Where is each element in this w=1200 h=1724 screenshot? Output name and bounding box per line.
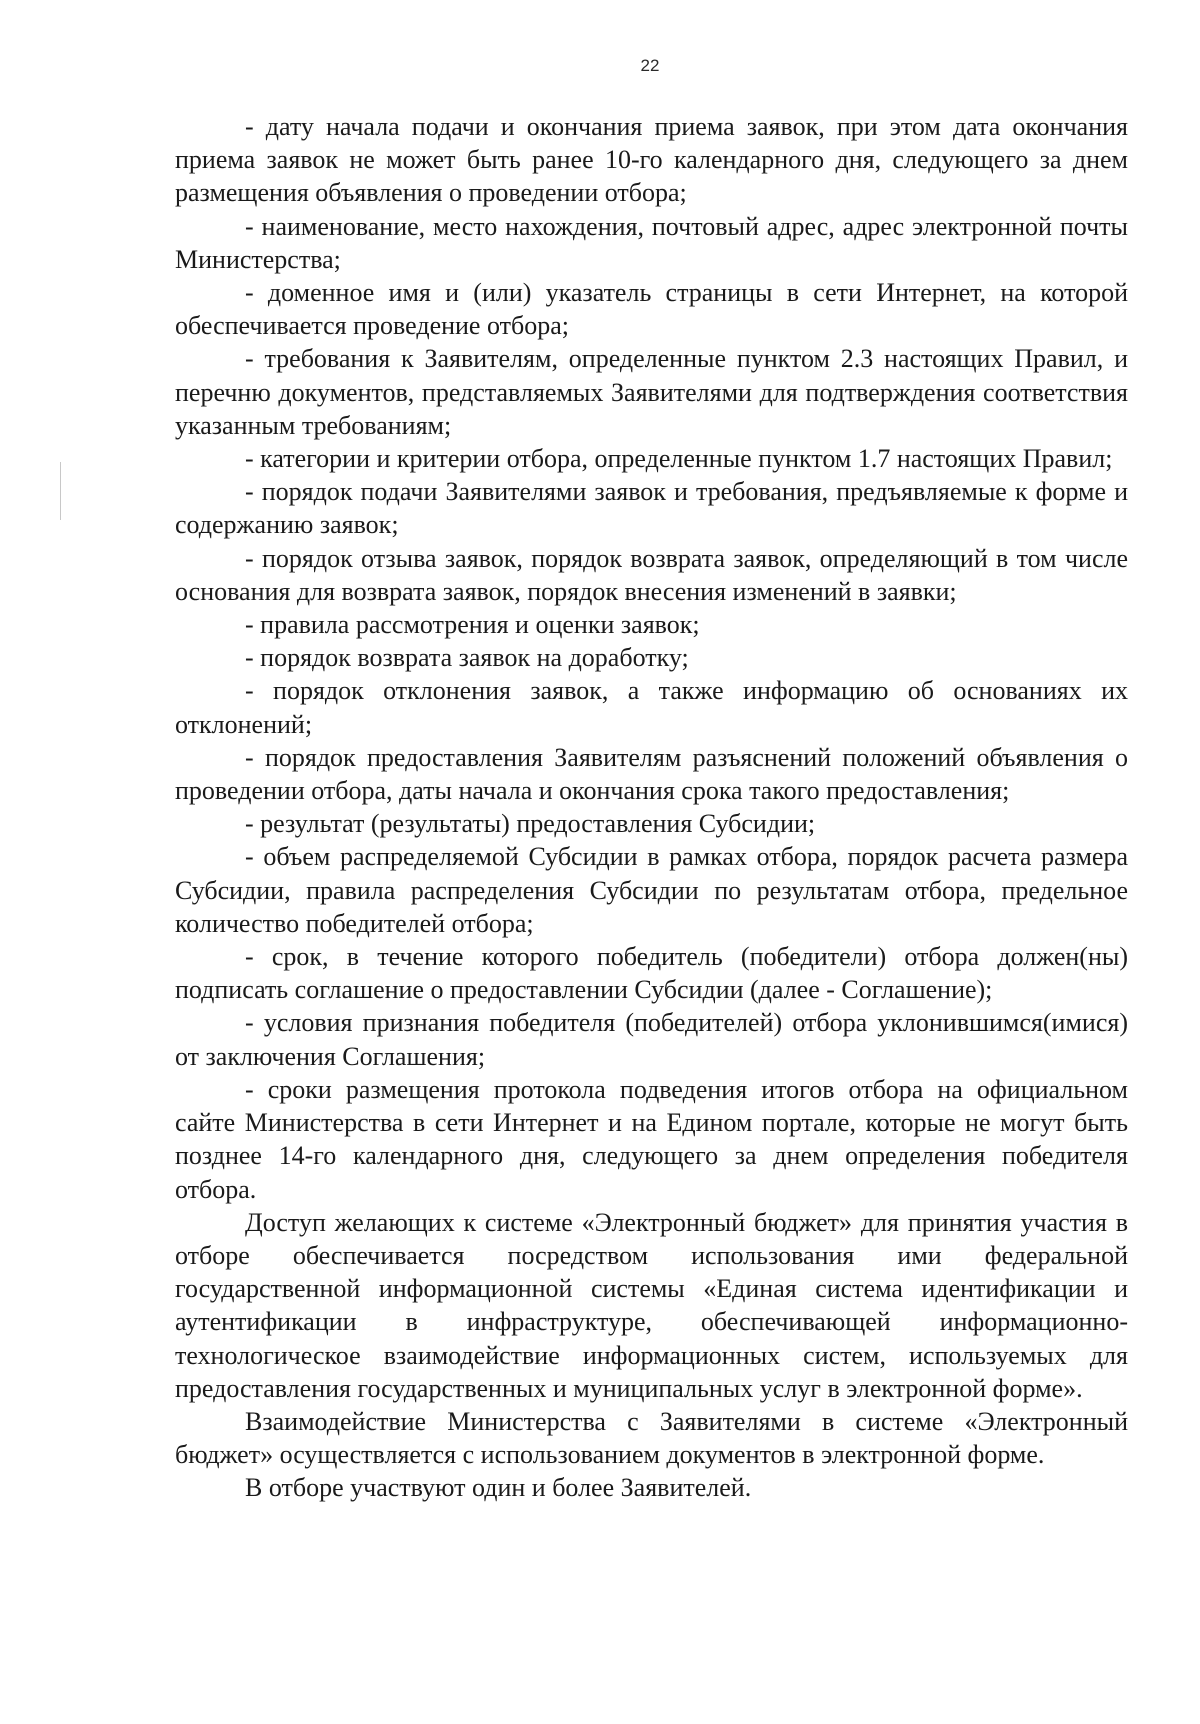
paragraph-10: - порядок отклонения заявок, а также информацию об основаниях их отклонений;: [175, 676, 1128, 739]
paragraph-1: - дату начала подачи и окончания приема заявок, при этом дата окончания приема заявок не может быть ранее 10-го календарного дня, следующего за днем размещения объявления о проведении отбора;: [175, 112, 1128, 208]
paragraph-11: - порядок предоставления Заявителям разъяснений положений объявления о проведении отбора, даты начала и окончания срока такого предоставления;: [175, 742, 1128, 806]
paragraph-8: - правила рассмотрения и оценки заявок;: [245, 610, 700, 640]
paragraph-3: - доменное имя и (или) указатель страницы в сети Интернет, на которой обеспечивается проведение отбора;: [175, 278, 1128, 341]
paragraph-19: В отборе участвуют один и более Заявителей.: [245, 1473, 752, 1503]
paragraph-17: Доступ желающих к системе «Электронный бюджет» для принятия участия в отборе обеспечивается посредством использования ими федеральной государственной информационной системы «Единая система идентификации и аутентификации в инфраструктуре, обеспечивающей информационно-технологическое взаимодействие информационных систем, используемых для предоставления государственных и муниципальных услуг в электронной форме».: [175, 1207, 1128, 1403]
paragraph-9: - порядок возврата заявок на доработку;: [245, 643, 689, 673]
paragraph-14: - срок, в течение которого победитель (победители) отбора должен(ны) подписать соглашение о предоставлении Субсидии (далее - Соглашение);: [175, 942, 1128, 1005]
paragraph-4: - требования к Заявителям, определенные пунктом 2.3 настоящих Правил, и перечню документов, представляемых Заявителями для подтверждения соответствия указанным требованиям;: [175, 344, 1128, 440]
paragraph-7: - порядок отзыва заявок, порядок возврата заявок, определяющий в том числе основания для возврата заявок, порядок внесения изменений в заявки;: [175, 543, 1128, 606]
scan-margin-mark: [60, 462, 61, 520]
paragraph-15: - условия признания победителя (победителей) отбора уклонившимся(имися) от заключения Соглашения;: [175, 1008, 1128, 1071]
document-body: [175, 110, 1128, 1505]
paragraph-6: - порядок подачи Заявителями заявок и требования, предъявляемые к форме и содержанию заявок;: [175, 477, 1128, 540]
paragraph-2: - наименование, место нахождения, почтовый адрес, адрес электронной почты Министерства;: [175, 211, 1128, 274]
paragraph-18: Взаимодействие Министерства с Заявителями в системе «Электронный бюджет» осуществляется с использованием документов в электронной форме.: [175, 1406, 1128, 1470]
paragraph-16: - сроки размещения протокола подведения итогов отбора на официальном сайте Министерства в сети Интернет и на Едином портале, которые не могут быть позднее 14-го календарного дня, следующего за днем определения победителя отбора.: [175, 1074, 1128, 1204]
paragraph-12: - результат (результаты) предоставления Субсидии;: [245, 809, 816, 839]
paragraph-13: - объем распределяемой Субсидии в рамках отбора, порядок расчета размера Субсидии, правила распределения Субсидии по результатам отбора, предельное количество победителей отбора;: [175, 842, 1128, 938]
paragraph-5: - категории и критерии отбора, определенные пунктом 1.7 настоящих Правил;: [245, 444, 1113, 474]
page-number: 22: [640, 56, 660, 75]
